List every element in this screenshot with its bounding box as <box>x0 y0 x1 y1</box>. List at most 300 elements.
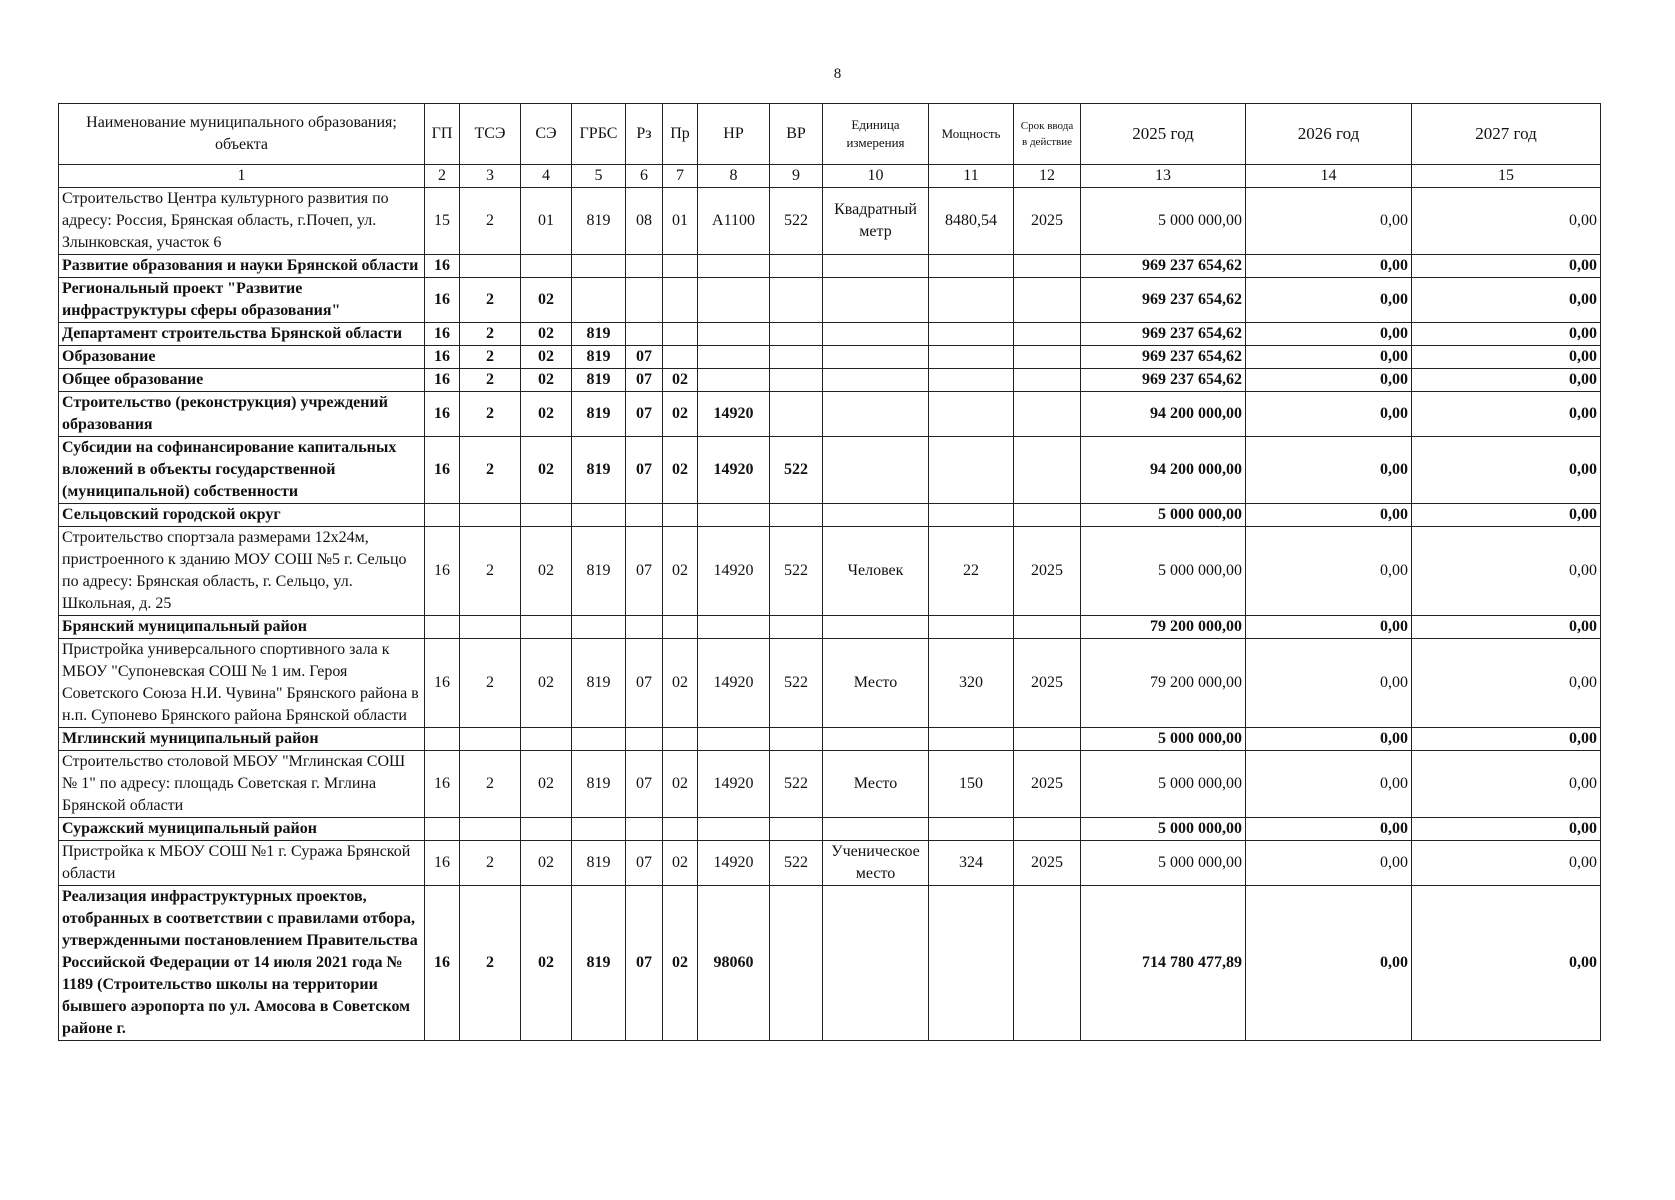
nr-cell <box>698 323 770 346</box>
amount-2026-cell: 0,00 <box>1246 369 1412 392</box>
table-row <box>59 728 1601 751</box>
capacity-cell <box>929 392 1014 437</box>
amount-2025-cell: 969 237 654,62 <box>1081 255 1246 278</box>
se-cell: 02 <box>521 841 572 886</box>
capacity-cell <box>929 616 1014 639</box>
pr-cell: 02 <box>663 639 698 728</box>
object-name-cell: Образование <box>59 346 425 369</box>
grbs-cell: 819 <box>572 369 626 392</box>
capacity-cell <box>929 818 1014 841</box>
amount-2027-cell: 0,00 <box>1412 323 1601 346</box>
gp-cell: 16 <box>425 255 460 278</box>
rz-cell <box>626 616 663 639</box>
capacity-cell <box>929 278 1014 323</box>
amount-2027-cell: 0,00 <box>1412 504 1601 527</box>
amount-2027-cell: 0,00 <box>1412 392 1601 437</box>
amount-2027-cell: 0,00 <box>1412 527 1601 616</box>
table-row <box>59 437 1601 504</box>
grbs-cell: 819 <box>572 346 626 369</box>
capacity-cell <box>929 728 1014 751</box>
capacity-cell: 320 <box>929 639 1014 728</box>
rz-cell: 07 <box>626 392 663 437</box>
tse-cell: 2 <box>460 369 521 392</box>
pr-cell: 02 <box>663 437 698 504</box>
grbs-cell: 819 <box>572 323 626 346</box>
tse-cell <box>460 255 521 278</box>
table-row <box>59 392 1601 437</box>
gp-cell: 16 <box>425 751 460 818</box>
rz-cell: 07 <box>626 841 663 886</box>
nr-cell: 14920 <box>698 392 770 437</box>
unit-cell <box>823 437 929 504</box>
unit-cell: Квадратный метр <box>823 188 929 255</box>
amount-2027-cell: 0,00 <box>1412 369 1601 392</box>
column-number: 7 <box>663 165 698 188</box>
vr-cell: 522 <box>770 841 823 886</box>
vr-cell <box>770 369 823 392</box>
vr-cell <box>770 392 823 437</box>
gp-cell: 16 <box>425 639 460 728</box>
object-name-cell: Строительство столовой МБОУ "Мглинская СОШ № 1" по адресу: площадь Советская г. Мглина Брянской области <box>59 751 425 818</box>
amount-2025-cell: 79 200 000,00 <box>1081 639 1246 728</box>
capacity-cell: 22 <box>929 527 1014 616</box>
nr-cell: 14920 <box>698 437 770 504</box>
rz-cell <box>626 323 663 346</box>
pr-cell: 01 <box>663 188 698 255</box>
object-name-cell: Субсидии на софинансирование капитальных вложений в объекты государственной (муниципальной) собственности <box>59 437 425 504</box>
amount-2027-cell: 0,00 <box>1412 437 1601 504</box>
vr-cell <box>770 886 823 1041</box>
amount-2027-cell: 0,00 <box>1412 255 1601 278</box>
amount-2026-cell: 0,00 <box>1246 437 1412 504</box>
column-header: НР <box>698 104 770 165</box>
vr-cell <box>770 346 823 369</box>
capacity-cell <box>929 504 1014 527</box>
tse-cell: 2 <box>460 278 521 323</box>
object-name-cell: Пристройка универсального спортивного зала к МБОУ "Супоневская СОШ № 1 им. Героя Советского Союза Н.И. Чувина" Брянского района в н.п. Супонево Брянского района Брянской области <box>59 639 425 728</box>
vr-cell <box>770 255 823 278</box>
amount-2025-cell: 5 000 000,00 <box>1081 751 1246 818</box>
unit-cell <box>823 728 929 751</box>
nr-cell: А1100 <box>698 188 770 255</box>
grbs-cell: 819 <box>572 751 626 818</box>
amount-2025-cell: 5 000 000,00 <box>1081 728 1246 751</box>
column-header: ГП <box>425 104 460 165</box>
vr-cell: 522 <box>770 437 823 504</box>
grbs-cell: 819 <box>572 188 626 255</box>
tse-cell: 2 <box>460 751 521 818</box>
object-name-cell: Сельцовский городской округ <box>59 504 425 527</box>
tse-cell: 2 <box>460 527 521 616</box>
amount-2026-cell: 0,00 <box>1246 818 1412 841</box>
grbs-cell <box>572 728 626 751</box>
gp-cell: 16 <box>425 841 460 886</box>
column-number: 11 <box>929 165 1014 188</box>
unit-cell <box>823 504 929 527</box>
object-name-cell: Брянский муниципальный район <box>59 616 425 639</box>
object-name-cell: Строительство (реконструкция) учреждений образования <box>59 392 425 437</box>
se-cell: 01 <box>521 188 572 255</box>
column-header: ТСЭ <box>460 104 521 165</box>
amount-2025-cell: 5 000 000,00 <box>1081 818 1246 841</box>
se-cell <box>521 728 572 751</box>
gp-cell <box>425 818 460 841</box>
amount-2026-cell: 0,00 <box>1246 278 1412 323</box>
table-row <box>59 188 1601 255</box>
unit-cell <box>823 886 929 1041</box>
amount-2025-cell: 969 237 654,62 <box>1081 369 1246 392</box>
column-number: 4 <box>521 165 572 188</box>
pr-cell: 02 <box>663 392 698 437</box>
table-row <box>59 818 1601 841</box>
pr-cell: 02 <box>663 751 698 818</box>
nr-cell: 14920 <box>698 527 770 616</box>
column-number: 10 <box>823 165 929 188</box>
amount-2026-cell: 0,00 <box>1246 392 1412 437</box>
rz-cell: 07 <box>626 527 663 616</box>
vr-cell: 522 <box>770 188 823 255</box>
amount-2026-cell: 0,00 <box>1246 728 1412 751</box>
object-name-cell: Общее образование <box>59 369 425 392</box>
unit-cell: Ученическое место <box>823 841 929 886</box>
pr-cell <box>663 255 698 278</box>
capacity-cell: 8480,54 <box>929 188 1014 255</box>
object-name-cell: Пристройка к МБОУ СОШ №1 г. Суража Брянской области <box>59 841 425 886</box>
vr-cell <box>770 504 823 527</box>
pr-cell <box>663 616 698 639</box>
rz-cell <box>626 504 663 527</box>
nr-cell <box>698 818 770 841</box>
amount-2026-cell: 0,00 <box>1246 255 1412 278</box>
nr-cell <box>698 616 770 639</box>
capacity-cell <box>929 369 1014 392</box>
commission-year-cell <box>1014 369 1081 392</box>
amount-2026-cell: 0,00 <box>1246 527 1412 616</box>
capacity-cell <box>929 437 1014 504</box>
object-name-cell: Строительство Центра культурного развития по адресу: Россия, Брянская область, г.Почеп, ул. Злынковская, участок 6 <box>59 188 425 255</box>
pr-cell <box>663 504 698 527</box>
grbs-cell: 819 <box>572 392 626 437</box>
nr-cell <box>698 728 770 751</box>
se-cell: 02 <box>521 639 572 728</box>
column-number: 14 <box>1246 165 1412 188</box>
se-cell: 02 <box>521 346 572 369</box>
commission-year-cell: 2025 <box>1014 639 1081 728</box>
tse-cell <box>460 504 521 527</box>
commission-year-cell <box>1014 323 1081 346</box>
nr-cell: 14920 <box>698 841 770 886</box>
amount-2026-cell: 0,00 <box>1246 323 1412 346</box>
se-cell: 02 <box>521 886 572 1041</box>
se-cell: 02 <box>521 369 572 392</box>
table-row <box>59 323 1601 346</box>
vr-cell: 522 <box>770 751 823 818</box>
grbs-cell: 819 <box>572 527 626 616</box>
unit-cell <box>823 818 929 841</box>
amount-2025-cell: 969 237 654,62 <box>1081 346 1246 369</box>
column-header: Наименование муниципального образования; объекта <box>59 104 425 165</box>
commission-year-cell: 2025 <box>1014 751 1081 818</box>
commission-year-cell <box>1014 504 1081 527</box>
capacity-cell <box>929 346 1014 369</box>
grbs-cell: 819 <box>572 886 626 1041</box>
unit-cell <box>823 346 929 369</box>
page-number: 8 <box>833 66 842 82</box>
nr-cell <box>698 369 770 392</box>
amount-2025-cell: 94 200 000,00 <box>1081 437 1246 504</box>
se-cell: 02 <box>521 751 572 818</box>
pr-cell: 02 <box>663 886 698 1041</box>
vr-cell <box>770 616 823 639</box>
se-cell: 02 <box>521 392 572 437</box>
unit-cell <box>823 323 929 346</box>
amount-2027-cell: 0,00 <box>1412 188 1601 255</box>
se-cell <box>521 616 572 639</box>
tse-cell <box>460 616 521 639</box>
rz-cell <box>626 278 663 323</box>
amount-2026-cell: 0,00 <box>1246 504 1412 527</box>
tse-cell <box>460 818 521 841</box>
nr-cell <box>698 346 770 369</box>
tse-cell <box>460 728 521 751</box>
rz-cell <box>626 728 663 751</box>
nr-cell: 14920 <box>698 751 770 818</box>
object-name-cell: Департамент строительства Брянской области <box>59 323 425 346</box>
commission-year-cell: 2025 <box>1014 841 1081 886</box>
se-cell: 02 <box>521 323 572 346</box>
column-number: 3 <box>460 165 521 188</box>
header-row <box>59 104 1601 165</box>
column-header: 2026 год <box>1246 104 1412 165</box>
grbs-cell <box>572 504 626 527</box>
column-number: 13 <box>1081 165 1246 188</box>
unit-cell <box>823 392 929 437</box>
amount-2025-cell: 94 200 000,00 <box>1081 392 1246 437</box>
grbs-cell <box>572 278 626 323</box>
capacity-cell <box>929 886 1014 1041</box>
rz-cell: 07 <box>626 639 663 728</box>
amount-2026-cell: 0,00 <box>1246 616 1412 639</box>
unit-cell <box>823 369 929 392</box>
column-header: 2027 год <box>1412 104 1601 165</box>
pr-cell: 02 <box>663 527 698 616</box>
pr-cell: 02 <box>663 841 698 886</box>
gp-cell: 16 <box>425 886 460 1041</box>
rz-cell: 08 <box>626 188 663 255</box>
table-row <box>59 255 1601 278</box>
pr-cell <box>663 818 698 841</box>
grbs-cell <box>572 616 626 639</box>
column-number: 8 <box>698 165 770 188</box>
rz-cell <box>626 255 663 278</box>
column-header: Срок ввода в действие <box>1014 104 1081 165</box>
se-cell: 02 <box>521 278 572 323</box>
amount-2026-cell: 0,00 <box>1246 346 1412 369</box>
commission-year-cell <box>1014 346 1081 369</box>
table-row <box>59 504 1601 527</box>
tse-cell: 2 <box>460 392 521 437</box>
column-number: 2 <box>425 165 460 188</box>
unit-cell: Место <box>823 751 929 818</box>
pr-cell <box>663 278 698 323</box>
rz-cell: 07 <box>626 437 663 504</box>
nr-cell <box>698 255 770 278</box>
object-name-cell: Мглинский муниципальный район <box>59 728 425 751</box>
rz-cell: 07 <box>626 346 663 369</box>
gp-cell: 15 <box>425 188 460 255</box>
table-row <box>59 278 1601 323</box>
column-number: 9 <box>770 165 823 188</box>
se-cell <box>521 818 572 841</box>
amount-2026-cell: 0,00 <box>1246 841 1412 886</box>
amount-2027-cell: 0,00 <box>1412 728 1601 751</box>
unit-cell <box>823 616 929 639</box>
commission-year-cell <box>1014 886 1081 1041</box>
gp-cell: 16 <box>425 437 460 504</box>
table-row <box>59 616 1601 639</box>
amount-2027-cell: 0,00 <box>1412 818 1601 841</box>
amount-2027-cell: 0,00 <box>1412 751 1601 818</box>
rz-cell: 07 <box>626 369 663 392</box>
column-number: 6 <box>626 165 663 188</box>
commission-year-cell <box>1014 616 1081 639</box>
table-row <box>59 886 1601 1041</box>
gp-cell: 16 <box>425 392 460 437</box>
object-name-cell: Суражский муниципальный район <box>59 818 425 841</box>
object-name-cell: Реализация инфраструктурных проектов, отобранных в соответствии с правилами отбора, утвержденными постановлением Правительства Российской Федерации от 14 июля 2021 года № 1189 (Строительство школы на территории бывшего аэропорта по ул. Амосова в Советском районе г. <box>59 886 425 1041</box>
object-name-cell: Строительство спортзала размерами 12х24м, пристроенного к зданию МОУ СОШ №5 г. Сельцо по адресу: Брянская область, г. Сельцо, ул. Школьная, д. 25 <box>59 527 425 616</box>
amount-2025-cell: 5 000 000,00 <box>1081 527 1246 616</box>
vr-cell <box>770 728 823 751</box>
tse-cell: 2 <box>460 437 521 504</box>
table-row <box>59 346 1601 369</box>
tse-cell: 2 <box>460 639 521 728</box>
vr-cell <box>770 818 823 841</box>
table-row <box>59 639 1601 728</box>
amount-2025-cell: 714 780 477,89 <box>1081 886 1246 1041</box>
vr-cell: 522 <box>770 527 823 616</box>
tse-cell: 2 <box>460 323 521 346</box>
column-header: Мощность <box>929 104 1014 165</box>
column-number-row <box>59 165 1601 188</box>
nr-cell: 98060 <box>698 886 770 1041</box>
amount-2026-cell: 0,00 <box>1246 751 1412 818</box>
gp-cell: 16 <box>425 346 460 369</box>
grbs-cell: 819 <box>572 841 626 886</box>
budget-table <box>58 103 1601 1041</box>
gp-cell <box>425 616 460 639</box>
vr-cell: 522 <box>770 639 823 728</box>
amount-2027-cell: 0,00 <box>1412 278 1601 323</box>
amount-2026-cell: 0,00 <box>1246 188 1412 255</box>
gp-cell <box>425 728 460 751</box>
column-number: 12 <box>1014 165 1081 188</box>
amount-2025-cell: 5 000 000,00 <box>1081 188 1246 255</box>
gp-cell: 16 <box>425 323 460 346</box>
se-cell: 02 <box>521 527 572 616</box>
object-name-cell: Развитие образования и науки Брянской области <box>59 255 425 278</box>
commission-year-cell <box>1014 392 1081 437</box>
column-header: Пр <box>663 104 698 165</box>
nr-cell <box>698 504 770 527</box>
pr-cell <box>663 323 698 346</box>
pr-cell <box>663 728 698 751</box>
amount-2027-cell: 0,00 <box>1412 346 1601 369</box>
nr-cell: 14920 <box>698 639 770 728</box>
rz-cell <box>626 818 663 841</box>
commission-year-cell <box>1014 278 1081 323</box>
commission-year-cell <box>1014 255 1081 278</box>
amount-2027-cell: 0,00 <box>1412 616 1601 639</box>
se-cell <box>521 504 572 527</box>
table-row <box>59 751 1601 818</box>
capacity-cell: 324 <box>929 841 1014 886</box>
amount-2026-cell: 0,00 <box>1246 886 1412 1041</box>
object-name-cell: Региональный проект "Развитие инфраструктуры сферы образования" <box>59 278 425 323</box>
vr-cell <box>770 278 823 323</box>
tse-cell: 2 <box>460 841 521 886</box>
unit-cell <box>823 255 929 278</box>
table-row <box>59 841 1601 886</box>
gp-cell <box>425 504 460 527</box>
tse-cell: 2 <box>460 886 521 1041</box>
column-number: 5 <box>572 165 626 188</box>
unit-cell: Человек <box>823 527 929 616</box>
rz-cell: 07 <box>626 886 663 1041</box>
commission-year-cell: 2025 <box>1014 527 1081 616</box>
gp-cell: 16 <box>425 369 460 392</box>
capacity-cell <box>929 323 1014 346</box>
amount-2025-cell: 5 000 000,00 <box>1081 841 1246 886</box>
column-header: Единица измерения <box>823 104 929 165</box>
column-header: Рз <box>626 104 663 165</box>
amount-2025-cell: 969 237 654,62 <box>1081 278 1246 323</box>
commission-year-cell <box>1014 437 1081 504</box>
commission-year-cell <box>1014 818 1081 841</box>
column-header: ВР <box>770 104 823 165</box>
grbs-cell <box>572 818 626 841</box>
amount-2025-cell: 5 000 000,00 <box>1081 504 1246 527</box>
rz-cell: 07 <box>626 751 663 818</box>
se-cell: 02 <box>521 437 572 504</box>
column-number: 1 <box>59 165 425 188</box>
amount-2027-cell: 0,00 <box>1412 639 1601 728</box>
column-number: 15 <box>1412 165 1601 188</box>
unit-cell <box>823 278 929 323</box>
grbs-cell: 819 <box>572 437 626 504</box>
amount-2026-cell: 0,00 <box>1246 639 1412 728</box>
commission-year-cell <box>1014 728 1081 751</box>
grbs-cell <box>572 255 626 278</box>
gp-cell: 16 <box>425 527 460 616</box>
table-row <box>59 527 1601 616</box>
column-header: СЭ <box>521 104 572 165</box>
amount-2027-cell: 0,00 <box>1412 841 1601 886</box>
commission-year-cell: 2025 <box>1014 188 1081 255</box>
unit-cell: Место <box>823 639 929 728</box>
amount-2025-cell: 969 237 654,62 <box>1081 323 1246 346</box>
tse-cell: 2 <box>460 188 521 255</box>
capacity-cell <box>929 255 1014 278</box>
se-cell <box>521 255 572 278</box>
gp-cell: 16 <box>425 278 460 323</box>
pr-cell: 02 <box>663 369 698 392</box>
table-body <box>59 188 1601 1041</box>
column-header: 2025 год <box>1081 104 1246 165</box>
amount-2027-cell: 0,00 <box>1412 886 1601 1041</box>
grbs-cell: 819 <box>572 639 626 728</box>
pr-cell <box>663 346 698 369</box>
